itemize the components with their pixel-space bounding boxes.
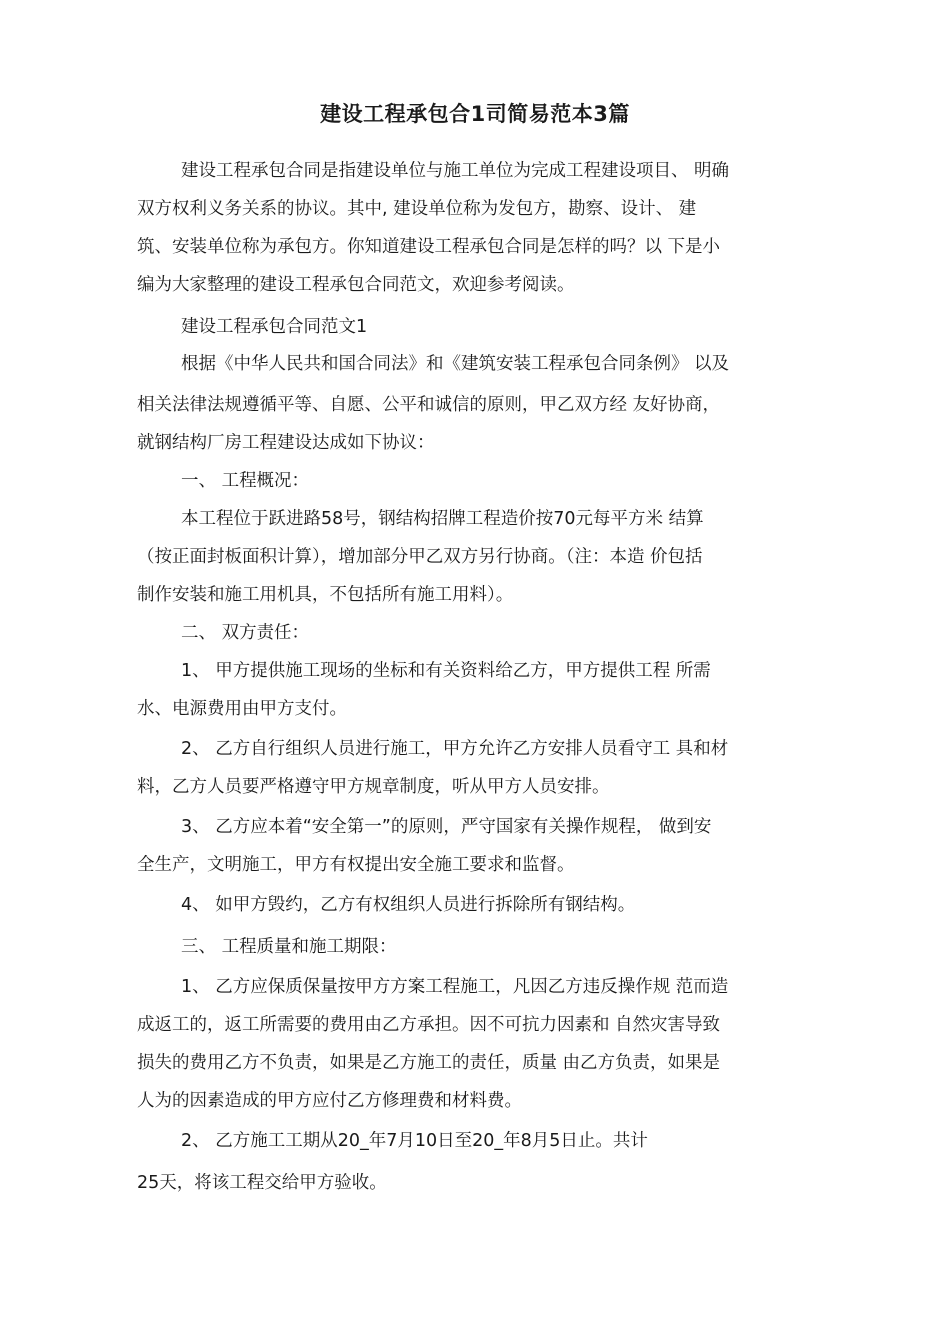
quality-1-line-3: 损失的费用乙方不负责，如果是乙方施工的责任，质量 由乙方负责，如果是	[137, 1053, 721, 1073]
preamble-line-3: 就钢结构厂房工程建设达成如下协议：	[137, 433, 435, 453]
preamble-line-1: 根据《中华人民共和国合同法》和《建筑安装工程承包合同条例》 以及	[181, 354, 730, 374]
resp-3-line-2: 全生产，文明施工，甲方有权提出安全施工要求和监督。	[137, 855, 575, 875]
resp-4-line-1: 4、 如甲方毁约，乙方有权组织人员进行拆除所有钢结构。	[181, 895, 636, 915]
intro-line-1: 建设工程承包合同是指建设单位与施工单位为完成工程建设项目、 明确	[181, 161, 730, 181]
resp-1-line-1: 1、 甲方提供施工现场的坐标和有关资料给乙方，甲方提供工程 所需	[181, 661, 711, 681]
heading-responsibilities: 二、 双方责任：	[181, 623, 310, 643]
quality-2-line-1: 2、 乙方施工工期从20_年7月10日至20_年8月5日止。共计	[181, 1131, 648, 1151]
section-heading-sample-1: 建设工程承包合同范文1	[181, 317, 368, 337]
resp-2-line-1: 2、 乙方自行组织人员进行施工，甲方允许乙方安排人员看守工 具和材	[181, 739, 729, 759]
intro-line-2: 双方权利义务关系的协议。其中, 建设单位称为发包方，勘察、设计、 建	[137, 199, 697, 219]
resp-2-line-2: 料，乙方人员要严格遵守甲方规章制度，听从甲方人员安排。	[137, 777, 610, 797]
overview-line-3: 制作安装和施工用机具，不包括所有施工用料）。	[137, 585, 514, 605]
quality-1-line-2: 成返工的，返工所需要的费用由乙方承担。因不可抗力因素和 自然灾害导致	[137, 1015, 721, 1035]
intro-line-4: 编为大家整理的建设工程承包合同范文，欢迎参考阅读。	[137, 275, 575, 295]
resp-1-line-2: 水、电源费用由甲方支付。	[137, 699, 347, 719]
quality-2-line-2: 25天，将该工程交给甲方验收。	[137, 1173, 387, 1193]
preamble-line-2: 相关法律法规遵循平等、自愿、公平和诚信的原则，甲乙双方经 友好协商，	[137, 395, 721, 415]
heading-project-overview: 一、 工程概况：	[181, 471, 310, 491]
heading-quality-period: 三、 工程质量和施工期限：	[181, 937, 397, 957]
overview-line-2: （按正面封板面积计算），增加部分甲乙双方另行协商。（注：本造 价包括	[137, 547, 703, 567]
intro-line-3: 筑、安装单位称为承包方。你知道建设工程承包合同是怎样的吗？以 下是小	[137, 237, 721, 257]
quality-1-line-1: 1、 乙方应保质保量按甲方方案工程施工，凡因乙方违反操作规 范而造	[181, 977, 729, 997]
quality-1-line-4: 人为的因素造成的甲方应付乙方修理费和材料费。	[137, 1091, 522, 1111]
document-title: 建设工程承包合1司简易范本3篇	[320, 102, 630, 126]
resp-3-line-1: 3、 乙方应本着“安全第一”的原则，严守国家有关操作规程， 做到安	[181, 817, 712, 837]
overview-line-1: 本工程位于跃进路58号，钢结构招牌工程造价按70元每平方米 结算	[181, 509, 704, 529]
